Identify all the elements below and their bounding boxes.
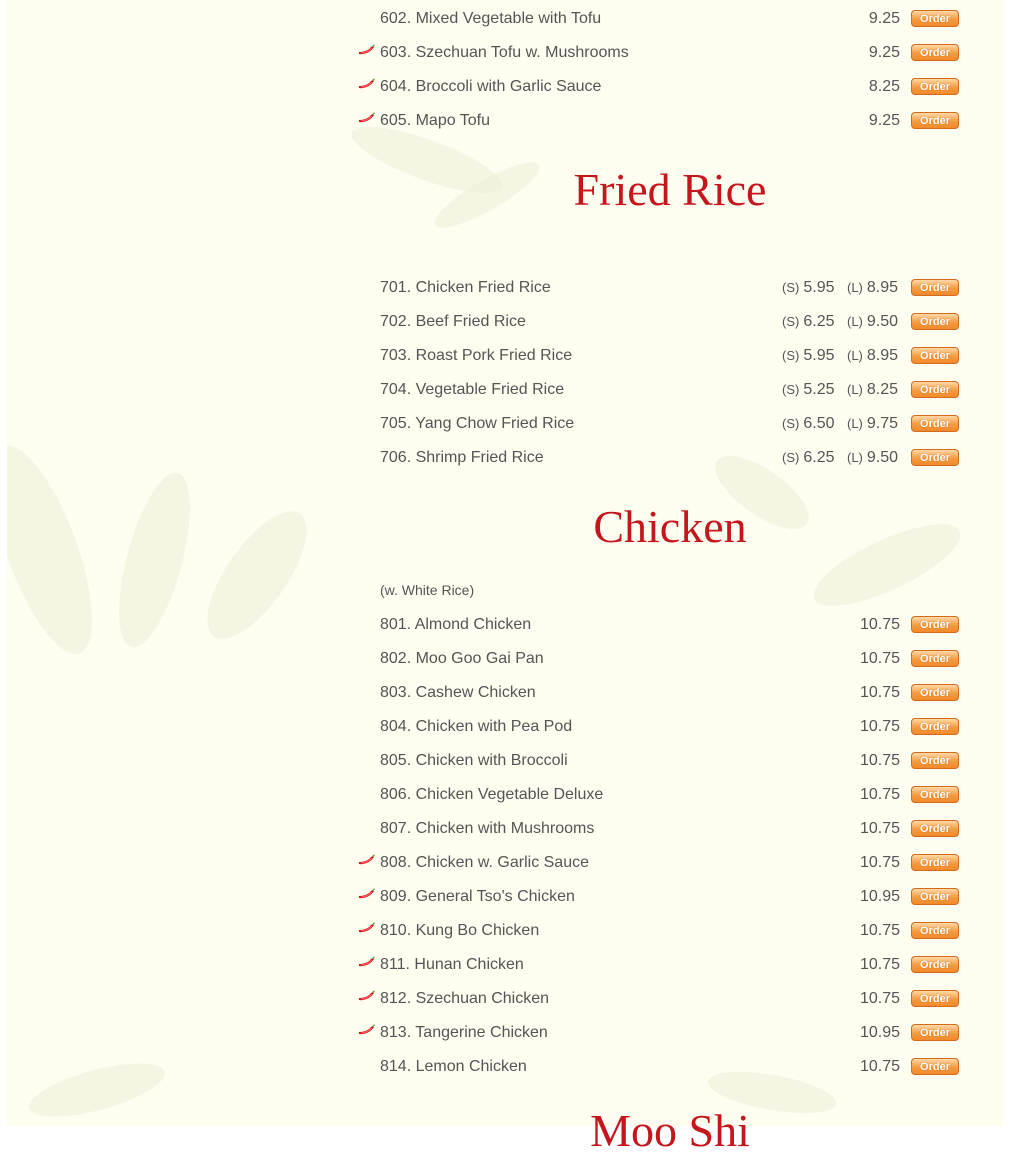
- order-button[interactable]: Order: [911, 279, 959, 296]
- menu-item-name: [380, 78, 601, 96]
- menu-item-name: [380, 112, 490, 130]
- large-size-label: (L): [847, 450, 863, 465]
- large-price: [847, 381, 898, 399]
- menu-item-price: 9.25: [868, 44, 900, 61]
- large-price-value: 8.95: [866, 347, 899, 364]
- menu-item-number: 803.: [380, 684, 412, 701]
- menu-item-number: 809.: [380, 888, 412, 905]
- menu-item-row: [356, 779, 966, 813]
- chili-pepper-icon: [358, 989, 376, 1001]
- order-button[interactable]: Order: [911, 650, 959, 667]
- menu-item-number: 811.: [380, 956, 410, 973]
- menu-item-price: 10.75: [859, 684, 900, 701]
- menu-item-title: Chicken with Mushrooms: [415, 820, 595, 837]
- menu-item-row: [356, 915, 966, 949]
- menu-item-name: [380, 381, 564, 399]
- menu-item-price: 10.95: [859, 888, 900, 905]
- menu-item-title: Beef Fried Rice: [415, 313, 526, 330]
- menu-item-price: 10.75: [859, 922, 900, 939]
- menu-item-name: [380, 684, 536, 702]
- menu-item-number: 805.: [380, 752, 412, 769]
- small-price: [782, 347, 834, 365]
- menu-item-name: [380, 990, 549, 1008]
- menu-item-row: [356, 609, 966, 643]
- menu-item-price: 8.25: [868, 78, 900, 95]
- menu-item-name: [380, 650, 544, 668]
- menu-item-row: [356, 1017, 966, 1051]
- menu-item-title: Mapo Tofu: [415, 112, 491, 129]
- menu-item-number: 814.: [380, 1058, 412, 1075]
- menu-item-row: [356, 643, 966, 677]
- menu-item-row: [356, 677, 966, 711]
- chili-pepper-icon: [358, 111, 376, 123]
- menu-item-row: [356, 105, 966, 139]
- order-button[interactable]: Order: [911, 44, 959, 61]
- menu-item-number: 604.: [380, 78, 412, 95]
- chili-pepper-icon: [358, 887, 376, 899]
- order-button[interactable]: Order: [911, 888, 959, 905]
- menu-item-name: [380, 44, 629, 62]
- menu-item-title: Broccoli with Garlic Sauce: [415, 78, 602, 95]
- large-size-label: (L): [847, 348, 863, 363]
- menu-item-price: 10.75: [859, 786, 900, 803]
- menu-item-name: [380, 449, 544, 467]
- chili-pepper-icon: [358, 1023, 376, 1035]
- menu-item-price: 10.75: [859, 820, 900, 837]
- menu-item-price: 10.75: [859, 990, 900, 1007]
- order-button[interactable]: Order: [911, 78, 959, 95]
- large-price: [847, 449, 898, 467]
- small-size-label: (S): [782, 382, 800, 397]
- menu-item-number: 701.: [380, 279, 412, 296]
- large-price: [847, 347, 898, 365]
- menu-item-row: [356, 442, 966, 476]
- order-button[interactable]: Order: [911, 684, 959, 701]
- menu-item-number: 602.: [380, 10, 412, 27]
- menu-item-price: 10.75: [859, 956, 900, 973]
- small-size-label: (S): [782, 450, 800, 465]
- menu-item-title: Tangerine Chicken: [415, 1024, 548, 1041]
- menu-item-price: 10.75: [859, 650, 900, 667]
- small-price-value: 5.95: [803, 279, 835, 296]
- order-button[interactable]: Order: [911, 10, 959, 27]
- order-button[interactable]: Order: [911, 854, 959, 871]
- order-button[interactable]: Order: [911, 313, 959, 330]
- large-size-label: (L): [847, 382, 863, 397]
- menu-item-title: Mixed Vegetable with Tofu: [415, 10, 602, 27]
- menu-item-price: 10.75: [859, 752, 900, 769]
- small-price: [782, 415, 834, 433]
- menu-item-name: [380, 1058, 527, 1076]
- menu-item-title: Chicken Fried Rice: [415, 279, 551, 296]
- menu-item-name: [380, 415, 574, 433]
- order-button[interactable]: Order: [911, 718, 959, 735]
- menu-item-title: Lemon Chicken: [415, 1058, 527, 1075]
- small-price-value: 6.25: [803, 449, 835, 466]
- menu-item-name: [380, 10, 601, 28]
- small-price-value: 6.25: [803, 313, 835, 330]
- menu-item-name: [380, 854, 589, 872]
- large-price-value: 9.50: [866, 449, 899, 466]
- order-button[interactable]: Order: [911, 990, 959, 1007]
- order-button[interactable]: Order: [911, 752, 959, 769]
- order-button[interactable]: Order: [911, 347, 959, 364]
- menu-item-number: 705.: [380, 415, 412, 432]
- order-button[interactable]: Order: [911, 922, 959, 939]
- menu-item-row: [356, 949, 966, 983]
- menu-item-title: General Tso's Chicken: [415, 888, 575, 905]
- menu-item-row: [356, 272, 966, 306]
- small-size-label: (S): [782, 416, 800, 431]
- menu-item-title: Chicken w. Garlic Sauce: [415, 854, 589, 871]
- menu-item-title: Chicken with Broccoli: [415, 752, 568, 769]
- menu-item-row: [356, 408, 966, 442]
- menu-item-number: 808.: [380, 854, 412, 871]
- menu-item-price: 10.75: [859, 1058, 900, 1075]
- menu-item-title: Almond Chicken: [414, 616, 532, 633]
- chili-pepper-icon: [358, 853, 376, 865]
- menu-item-row: [356, 1051, 966, 1085]
- menu-item-price: 10.75: [859, 718, 900, 735]
- small-price: [782, 313, 834, 331]
- menu-item-number: 806.: [380, 786, 412, 803]
- menu-item-number: 702.: [380, 313, 412, 330]
- order-button[interactable]: Order: [911, 786, 959, 803]
- menu-item-name: [380, 752, 568, 770]
- menu-item-name: [380, 820, 594, 838]
- menu-item-row: [356, 881, 966, 915]
- large-price-value: 8.95: [866, 279, 899, 296]
- menu-item-row: [356, 374, 966, 408]
- menu-item-title: Chicken Vegetable Deluxe: [415, 786, 604, 803]
- menu-item-price: 10.75: [859, 616, 900, 633]
- menu-item-row: [356, 3, 966, 37]
- order-button[interactable]: Order: [911, 112, 959, 129]
- menu-item-price: 10.75: [859, 854, 900, 871]
- menu-item-name: [380, 888, 575, 906]
- large-size-label: (L): [847, 416, 863, 431]
- small-price: [782, 279, 834, 297]
- large-price-value: 8.25: [866, 381, 899, 398]
- chicken-title: Chicken: [593, 501, 747, 552]
- menu-item-row: [356, 983, 966, 1017]
- menu-item-title: Shrimp Fried Rice: [415, 449, 544, 466]
- menu-item-row: [356, 711, 966, 745]
- menu-item-row: [356, 306, 966, 340]
- small-size-label: (S): [782, 280, 800, 295]
- menu-item-title: Szechuan Tofu w. Mushrooms: [415, 44, 629, 61]
- menu-item-number: 703.: [380, 347, 412, 364]
- moo-shi-title: Moo Shi: [590, 1105, 750, 1156]
- menu-item-name: [380, 1024, 548, 1042]
- menu-item-title: Szechuan Chicken: [415, 990, 550, 1007]
- chili-pepper-icon: [358, 77, 376, 89]
- menu-item-title: Chicken with Pea Pod: [415, 718, 573, 735]
- menu-item-title: Cashew Chicken: [415, 684, 536, 701]
- order-button[interactable]: Order: [911, 956, 959, 973]
- chili-pepper-icon: [358, 43, 376, 55]
- large-size-label: (L): [847, 314, 863, 329]
- order-button[interactable]: Order: [911, 449, 959, 466]
- menu-item-number: 605.: [380, 112, 412, 129]
- menu-item-name: [380, 347, 572, 365]
- menu-item-row: [356, 847, 966, 881]
- menu-item-title: Yang Chow Fried Rice: [415, 415, 575, 432]
- large-price: [847, 313, 898, 331]
- order-button[interactable]: Order: [911, 381, 959, 398]
- menu-item-name: [380, 718, 572, 736]
- menu-item-title: Vegetable Fried Rice: [415, 381, 565, 398]
- menu-item-number: 804.: [380, 718, 412, 735]
- small-price-value: 5.95: [803, 347, 835, 364]
- menu-item-title: Roast Pork Fried Rice: [415, 347, 573, 364]
- order-button[interactable]: Order: [911, 415, 959, 432]
- menu-item-name: [380, 956, 524, 974]
- menu-item-name: [380, 313, 526, 331]
- large-price: [847, 279, 898, 297]
- menu-item-number: 802.: [380, 650, 412, 667]
- menu-item-name: [380, 786, 603, 804]
- small-price-value: 5.25: [803, 381, 835, 398]
- menu-item-number: 801.: [380, 616, 412, 633]
- chili-pepper-icon: [358, 955, 376, 967]
- large-price: [847, 415, 898, 433]
- menu-item-title: Kung Bo Chicken: [415, 922, 540, 939]
- fried-rice-title: Fried Rice: [573, 164, 767, 215]
- menu-item-number: 813.: [380, 1024, 412, 1041]
- menu-item-row: [356, 813, 966, 847]
- menu-item-name: [380, 279, 551, 297]
- small-size-label: (S): [782, 314, 800, 329]
- small-price: [782, 381, 834, 399]
- order-button[interactable]: Order: [911, 1024, 959, 1041]
- menu-item-name: [380, 922, 539, 940]
- menu-item-number: 810.: [380, 922, 412, 939]
- large-size-label: (L): [847, 280, 863, 295]
- menu-item-name: [380, 616, 531, 634]
- menu-item-row: [356, 71, 966, 105]
- large-price-value: 9.75: [866, 415, 899, 432]
- menu-item-price: 10.95: [859, 1024, 900, 1041]
- menu-item-row: [356, 340, 966, 374]
- menu-item-number: 704.: [380, 381, 412, 398]
- small-size-label: (S): [782, 348, 800, 363]
- menu-item-row: [356, 745, 966, 779]
- menu-item-title: Moo Goo Gai Pan: [415, 650, 544, 667]
- small-price: [782, 449, 834, 467]
- large-price-value: 9.50: [866, 313, 899, 330]
- menu-item-price: 9.25: [868, 10, 900, 27]
- order-button[interactable]: Order: [911, 820, 959, 837]
- menu-item-number: 603.: [380, 44, 412, 61]
- chicken-note: (w. White Rice): [380, 582, 475, 598]
- menu-item-price: 9.25: [868, 112, 900, 129]
- menu-item-title: Hunan Chicken: [414, 956, 524, 973]
- chili-pepper-icon: [358, 921, 376, 933]
- order-button[interactable]: Order: [911, 616, 959, 633]
- menu-item-row: [356, 37, 966, 71]
- order-button[interactable]: Order: [911, 1058, 959, 1075]
- menu-item-number: 807.: [380, 820, 412, 837]
- menu-item-number: 706.: [380, 449, 412, 466]
- menu-item-number: 812.: [380, 990, 412, 1007]
- small-price-value: 6.50: [803, 415, 835, 432]
